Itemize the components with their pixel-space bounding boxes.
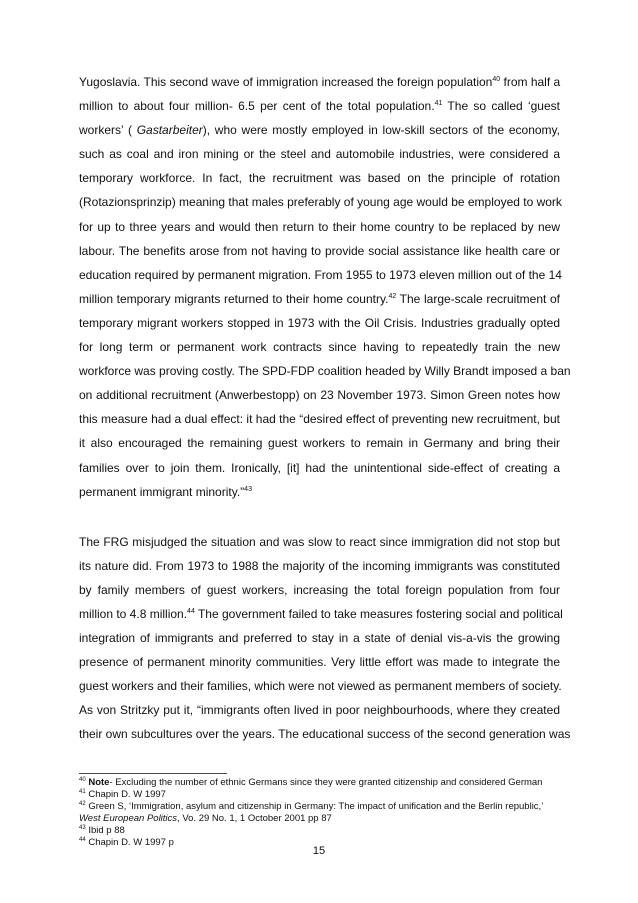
footnote-ref-42: 42 bbox=[388, 292, 397, 300]
text-run: The large-scale recruitment of bbox=[396, 291, 560, 306]
text-run: permanent immigrant minority.” bbox=[79, 484, 245, 499]
footnote-40 bbox=[79, 777, 560, 789]
footnote-ref-43: 43 bbox=[244, 485, 252, 493]
text-line: temporary migrant workers stopped in 1973 with the Oil Crisis. Industries gradually opted bbox=[79, 315, 560, 330]
paragraph-gap bbox=[79, 504, 560, 530]
text-line: it also encouraged the remaining guest workers to remain in Germany and bring their bbox=[79, 436, 560, 451]
text-line: guest workers and their families, which were not viewed as permanent members of society. bbox=[79, 679, 562, 694]
footnote-number: 43 bbox=[79, 825, 86, 831]
footnote-ref-40: 40 bbox=[492, 76, 501, 83]
footnote-42 bbox=[79, 801, 560, 813]
text-line: its nature did. From 1973 to 1988 the majority of the incoming immigrants was constituted bbox=[79, 558, 560, 573]
text-run: The government failed to take measures fostering social and political bbox=[194, 606, 563, 621]
text-line bbox=[79, 70, 560, 94]
text-run: from half a bbox=[500, 75, 561, 89]
text-line: labour. The benefits arose from not having to provide social assistance like health care or bbox=[79, 243, 560, 258]
text-run: ), who were mostly employed in low-skill sectors of the economy, bbox=[202, 123, 560, 138]
footnote-number: 40 bbox=[79, 777, 86, 783]
footnote-42-cont bbox=[79, 813, 560, 825]
footnote-text: Chapin D. W 1997 p bbox=[85, 837, 174, 848]
text-line: by family members of guest workers, increasing the total foreign population from four bbox=[79, 582, 560, 597]
text-line: The FRG misjudged the situation and was slow to react since immigration did not stop but bbox=[79, 534, 560, 549]
text-line bbox=[79, 287, 560, 311]
footnote-41 bbox=[79, 789, 560, 801]
footnote-separator bbox=[79, 773, 227, 774]
text-line: families over to join them. Ironically, [it] had the unintentional side-effect of creating a bbox=[79, 460, 560, 475]
text-run: million to 4.8 million. bbox=[79, 606, 188, 621]
paragraph-1 bbox=[79, 70, 571, 504]
text-line: integration of immigrants and preferred to stay in a state of denial vis-a-vis the growing bbox=[79, 631, 560, 646]
footnote-number: 42 bbox=[79, 801, 86, 807]
text-line bbox=[79, 602, 563, 626]
text-line: their own subcultures over the years. The educational success of the second generation was bbox=[79, 727, 571, 742]
text-run: million to about four million- 6.5 per cent of the total population. bbox=[79, 99, 435, 114]
text-line: such as coal and iron mining or the steel and automobile industries, were considered a bbox=[79, 147, 560, 162]
text-line: education required by permanent migration. From 1955 to 1973 eleven million out of the 14 bbox=[79, 267, 562, 282]
text-run: The so called ‘guest bbox=[442, 99, 560, 114]
footnote-text: Chapin D. W 1997 bbox=[85, 789, 166, 800]
text-line bbox=[79, 480, 560, 504]
text-line: workforce was proving costly. The SPD-FDP coalition headed by Willy Brandt imposed a ban bbox=[79, 364, 571, 379]
text-line: this measure had a dual effect: it had the “desired effect of preventing new recruitment, but bbox=[79, 412, 560, 427]
footnote-number: 41 bbox=[79, 789, 86, 795]
text-line: for long term or permanent work contracts since having to repeatedly train the new bbox=[79, 340, 560, 355]
text-line: temporary workforce. In fact, the recruitment was based on the principle of rotation bbox=[79, 171, 560, 186]
text-line: (Rotazionsprinzip) meaning that males preferably of young age would be employed to work bbox=[79, 195, 562, 210]
footnote-ref-41: 41 bbox=[434, 100, 443, 108]
body-text bbox=[79, 70, 571, 747]
footnote-text: - Excluding the number of ethnic Germans since they were granted citizenship and considered German bbox=[109, 777, 543, 788]
text-run: Yugoslavia. This second wave of immigration increased the foreign population bbox=[79, 75, 493, 89]
text-line: As von Stritzky put it, “immigrants often lived in poor neighbourhoods, where they created bbox=[79, 703, 560, 718]
footnote-number: 44 bbox=[79, 837, 86, 843]
text-run: million temporary migrants returned to their home country. bbox=[79, 291, 389, 306]
text-line bbox=[79, 118, 560, 142]
text-line: presence of permanent minority communities. Very little effort was made to integrate the bbox=[79, 655, 560, 670]
footnote-text: , Vo. 29 No. 1, 1 October 2001 pp 87 bbox=[177, 813, 332, 824]
text-line bbox=[79, 94, 560, 118]
footnote-journal-title: West European Politics bbox=[79, 813, 178, 824]
footnote-43 bbox=[79, 825, 560, 837]
italic-term: Gastarbeiter bbox=[136, 123, 203, 138]
footnotes bbox=[79, 777, 560, 849]
paragraph-2 bbox=[79, 530, 571, 747]
text-line: on additional recruitment (Anwerbestopp) on 23 November 1973. Simon Green notes how bbox=[79, 388, 560, 403]
footnote-text: Ibid p 88 bbox=[85, 825, 125, 836]
footnote-text: Green S, ‘Immigration, asylum and citizenship in Germany: The impact of unification and the Berlin republic,’ bbox=[85, 801, 544, 812]
footnote-bold-label: Note bbox=[88, 777, 110, 788]
text-run: workers’ ( bbox=[79, 123, 137, 138]
text-line: for up to three years and would then return to their home country to be replaced by new bbox=[79, 219, 560, 234]
footnote-ref-44: 44 bbox=[187, 607, 195, 615]
page-number: 15 bbox=[312, 845, 326, 857]
